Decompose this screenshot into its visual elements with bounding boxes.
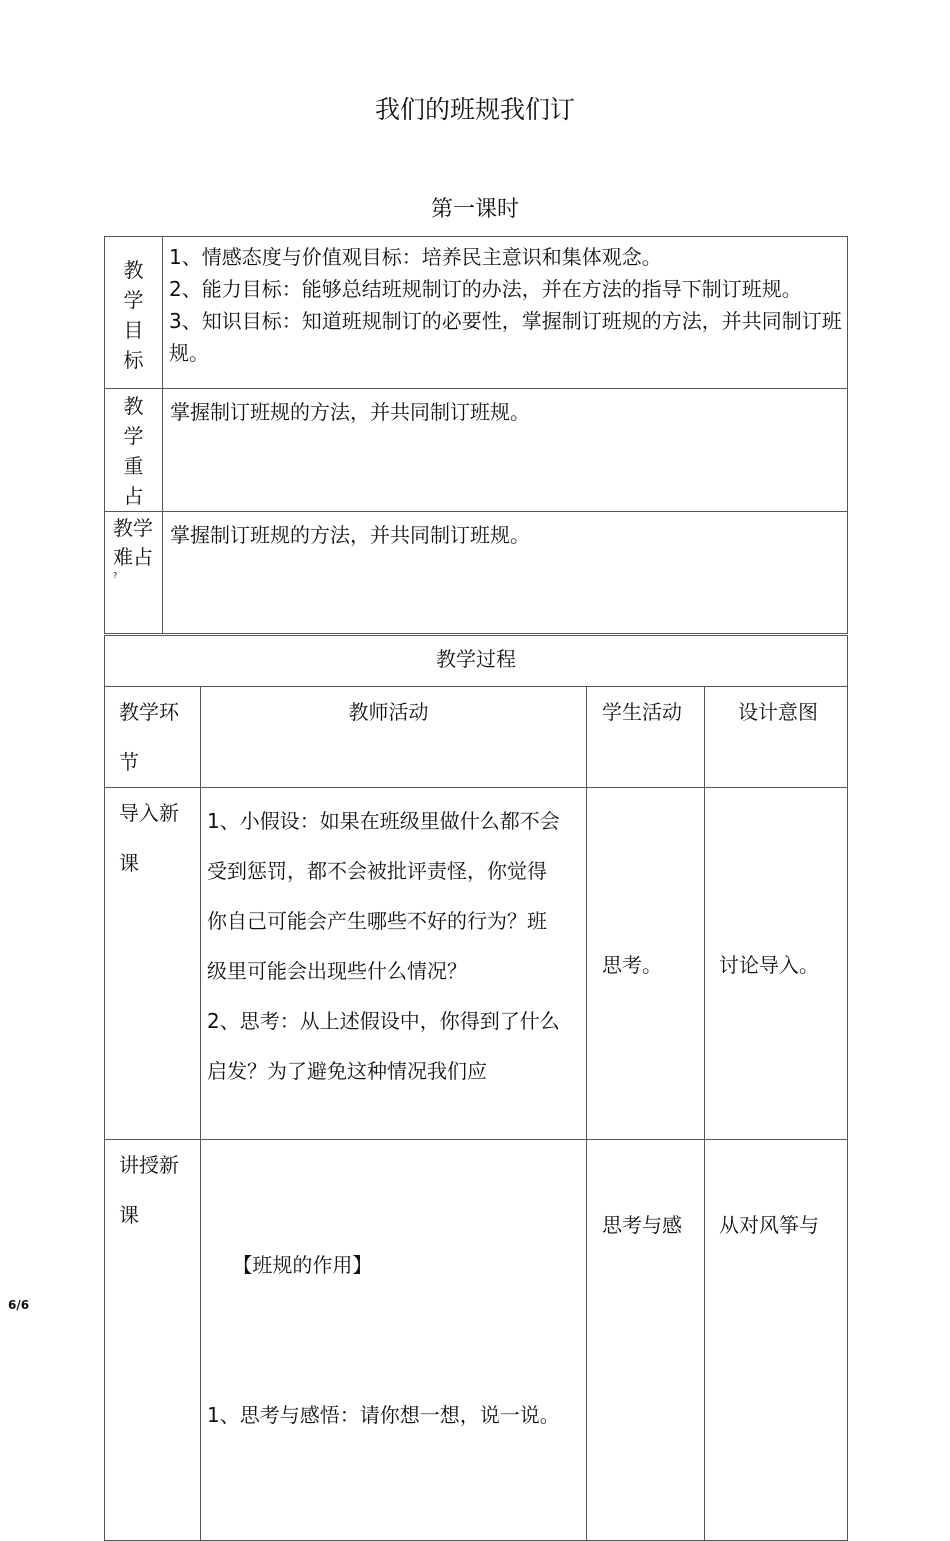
document-title: 我们的班规我们订 — [374, 95, 575, 124]
teacher-activity-item: 1、小假设：如果在班级里做什么都不会受到惩罚，都不会被批评责怪，你觉得你自己可能会产生哪些不好的行为？班级里可能会出现些什么情况？ — [207, 809, 560, 983]
student-activity-cell — [587, 1140, 705, 1541]
lesson-subtitle: 第一课时 — [430, 197, 519, 222]
page-number: 6/6 — [8, 1298, 30, 1312]
difficulty-label-cell — [105, 512, 163, 634]
teacher-activity-item: 1、思考与感悟：请你想一想，说一说。 — [207, 1403, 560, 1427]
key-point-text: 掌握制订班规的方法，并共同制订班规。 — [170, 400, 530, 424]
process-header-table — [104, 635, 848, 687]
design-intent-cell — [705, 1140, 848, 1541]
goal-item: 3、知识目标：知道班规制订的必要性，掌握制订班规的方法，并共同制订班规。 — [169, 309, 842, 365]
objectives-table — [104, 236, 848, 634]
key-point-label: 教学重占 — [123, 394, 144, 508]
column-header-row — [105, 687, 848, 788]
difficulty-text: 掌握制订班规的方法，并共同制订班规。 — [170, 523, 530, 547]
goal-item: 2、能力目标：能够总结班规制订的办法，并在方法的指导下制订班规。 — [169, 277, 802, 301]
key-point-label-cell — [105, 389, 163, 512]
table-row — [105, 788, 848, 1140]
stage-cell — [105, 1140, 201, 1541]
goals-label: 教学目标 — [123, 258, 144, 372]
column-header-intent: 设计意图 — [705, 687, 848, 788]
student-activity-cell — [587, 788, 705, 1140]
student-activity-text: 思考。 — [602, 953, 662, 977]
goal-item: 1、情感态度与价值观目标：培养民主意识和集体观念。 — [169, 245, 662, 269]
column-header-student: 学生活动 — [587, 687, 705, 788]
stage-label: 导入新课 — [119, 801, 179, 875]
design-intent-text: 从对风筝与 — [719, 1213, 819, 1237]
teacher-activity-cell — [201, 788, 587, 1140]
design-intent-cell — [705, 788, 848, 1140]
teacher-activity-item: 2、思考：从上述假设中，你得到了什么启发？为了避免这种情况我们应 — [207, 1009, 560, 1083]
key-point-content-cell — [163, 389, 848, 512]
goals-row — [105, 237, 848, 389]
goals-label-cell — [105, 237, 163, 389]
table-row — [105, 1140, 848, 1541]
stage-cell — [105, 788, 201, 1140]
goals-content-cell — [163, 237, 848, 389]
student-activity-text: 思考与感 — [602, 1213, 682, 1237]
difficulty-mark: ? — [113, 571, 118, 580]
process-header: 教学过程 — [105, 636, 848, 687]
difficulty-content-cell — [163, 512, 848, 634]
process-table — [104, 686, 848, 1541]
difficulty-label: 教学难占 — [113, 516, 153, 569]
stage-label: 讲授新课 — [119, 1153, 179, 1227]
teacher-activity-item: 【班规的作用】 — [207, 1253, 373, 1277]
difficulty-row — [105, 512, 848, 634]
column-header-stage: 教学环节 — [105, 687, 201, 788]
design-intent-text: 讨论导入。 — [719, 953, 819, 977]
column-header-teacher: 教师活动 — [201, 687, 587, 788]
teacher-activity-cell — [201, 1140, 587, 1541]
key-point-row — [105, 389, 848, 512]
